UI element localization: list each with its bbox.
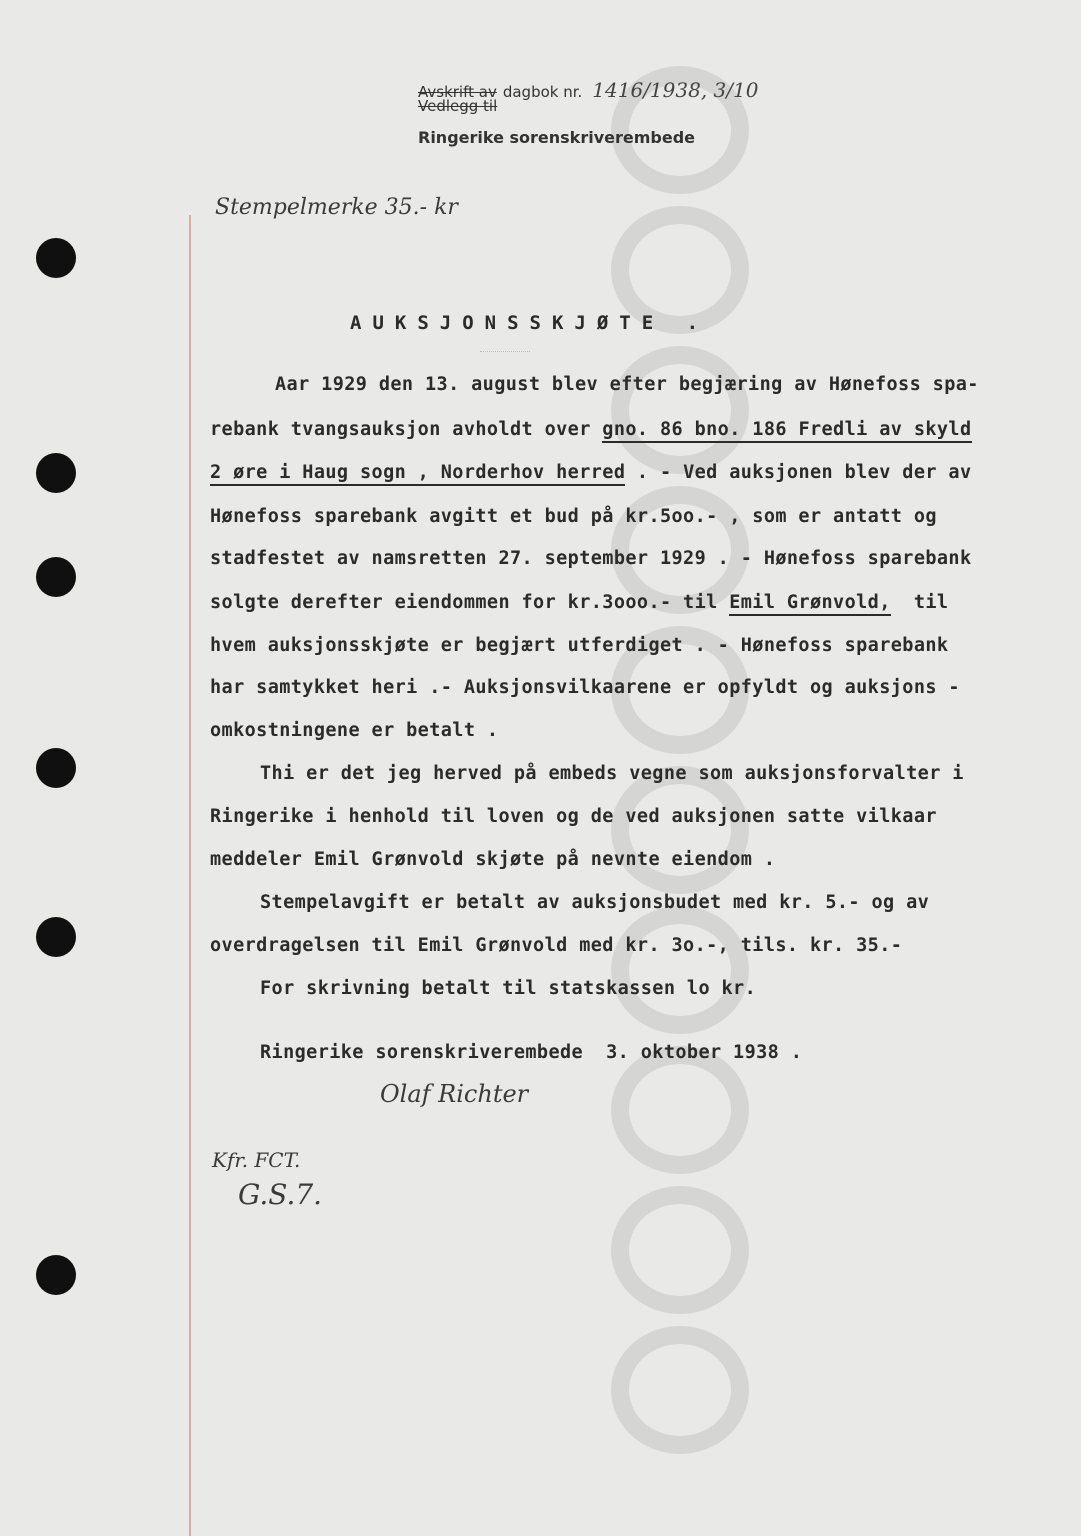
label-vedlegg: Vedlegg til	[418, 97, 498, 115]
body-line: rebank tvangsauksjon avholdt over gno. 86 bno. 186 Fredli av skyld	[210, 419, 972, 440]
signature: Olaf Richter	[380, 1080, 529, 1108]
punch-hole	[36, 453, 76, 493]
body-line: For skrivning betalt til statskassen lo kr.	[260, 978, 757, 999]
body-line: 2 øre i Haug sogn , Norderhov herred . - Ved auksjonen blev der av	[210, 462, 972, 483]
body-line: Stempelavgift er betalt av auksjonsbudet med kr. 5.- og av	[260, 892, 930, 913]
body-line: Ringerike i henhold til loven og de ved auksjonen satte vilkaar	[210, 806, 937, 827]
watermark	[560, 40, 800, 1480]
body-line: Thi er det jeg herved på embeds vegne som auksjonsforvalter i	[260, 763, 964, 784]
body-line: solgte derefter eiendommen for kr.3ooo.- til Emil Grønvold, til	[210, 592, 948, 613]
document-title: AUKSJONSSKJØTE .	[350, 312, 710, 334]
title-rule	[480, 351, 530, 352]
body-line: stadfestet av namsretten 27. september 1929 . - Hønefoss sparebank	[210, 548, 972, 569]
marginal-note: G.S.7.	[238, 1178, 323, 1211]
body-line: overdragelsen til Emil Grønvold med kr. 3o.-, tils. kr. 35.-	[210, 935, 903, 956]
date-line: Ringerike sorenskriverembede 3. oktober 1938 .	[260, 1042, 803, 1063]
label-avskrift: Avskrift av	[418, 83, 497, 101]
journal-reference: 1416/1938, 3/10	[592, 78, 759, 102]
body-line: hvem auksjonsskjøte er begjært utferdiget . - Hønefoss sparebank	[210, 635, 949, 656]
stamp-note: Stempelmerke 35.- kr	[215, 195, 458, 220]
office-name: Ringerike sorenskriverembede	[418, 128, 695, 147]
punch-hole	[36, 748, 76, 788]
punch-hole	[36, 238, 76, 278]
body-line: har samtykket heri .- Auksjonsvilkaarene er opfyldt og auksjons -	[210, 677, 960, 698]
margin-rule	[189, 215, 191, 1536]
body-line: meddeler Emil Grønvold skjøte på nevnte eiendom .	[210, 849, 776, 870]
body-line: Aar 1929 den 13. august blev efter begjæring av Hønefoss spa-	[275, 374, 979, 395]
marginal-note: Kfr. FCT.	[212, 1148, 301, 1172]
header-stamp	[418, 80, 758, 148]
punch-hole	[36, 557, 76, 597]
label-journal: dagbok nr.	[502, 83, 583, 101]
body-line: Hønefoss sparebank avgitt et bud på kr.5oo.- , som er antatt og	[210, 506, 937, 527]
punch-hole	[36, 1255, 76, 1295]
punch-hole	[36, 917, 76, 957]
body-line: omkostningene er betalt .	[210, 720, 499, 741]
